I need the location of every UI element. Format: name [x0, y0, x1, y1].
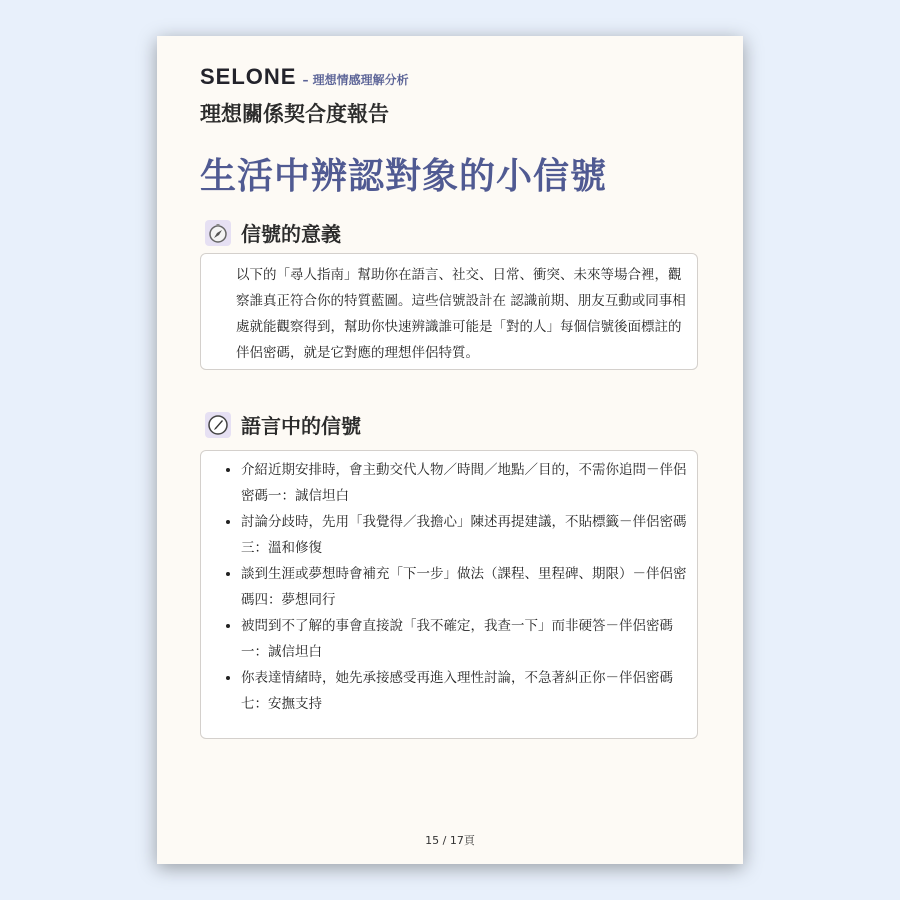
section-title: 語言中的信號: [241, 414, 361, 438]
list-item: • 介紹近期安排時，會主動交代人物／時間／地點／目的，不需你追問－伴侶密碼一：誠信坦白: [241, 457, 687, 509]
brand-header: [200, 64, 409, 90]
list-item: • 你表達情緒時，她先承接感受再進入理性討論，不急著糾正你－伴侶密碼七：安撫支持: [241, 665, 687, 717]
report-page: [157, 36, 743, 864]
section-heading-language: [205, 410, 361, 439]
page-number: 15 / 17頁: [425, 834, 475, 847]
list-item: • 被問到不了解的事會直接說「我不確定，我查一下」而非硬答－伴侶密碼一：誠信坦白: [241, 613, 687, 665]
section-heading-meaning: [205, 218, 341, 247]
meaning-box: [200, 253, 698, 370]
list-item: • 討論分歧時，先用「我覺得／我擔心」陳述再提建議，不貼標籤－伴侶密碼三：溫和修復: [241, 509, 687, 561]
section-title: 信號的意義: [241, 222, 341, 246]
brand-subtitle: – 理想情感理解分析: [302, 73, 409, 87]
brand-logo: SELONE: [200, 64, 297, 89]
signal-list: [225, 457, 687, 717]
report-title: 理想關係契合度報告: [200, 102, 389, 126]
page-title: 生活中辨認對象的小信號: [200, 156, 608, 197]
compass-icon: [205, 220, 231, 246]
list-item: • 談到生涯或夢想時會補充「下一步」做法（課程、里程碑、期限）－伴侶密碼四：夢想同行: [241, 561, 687, 613]
pen-icon: [205, 412, 231, 438]
meaning-text: 以下的「尋人指南」幫助你在語言、社交、日常、衝突、未來等場合裡，觀察誰真正符合你的特質藍圖。這些信號設計在 認識前期、朋友互動或同事相處就能觀察得到，幫助你快速辨識誰可能是「對的人」每個信號後面標註的 伴侶密碼，就是它對應的理想伴侶特質。: [236, 267, 686, 361]
language-signals-box: [200, 450, 698, 739]
